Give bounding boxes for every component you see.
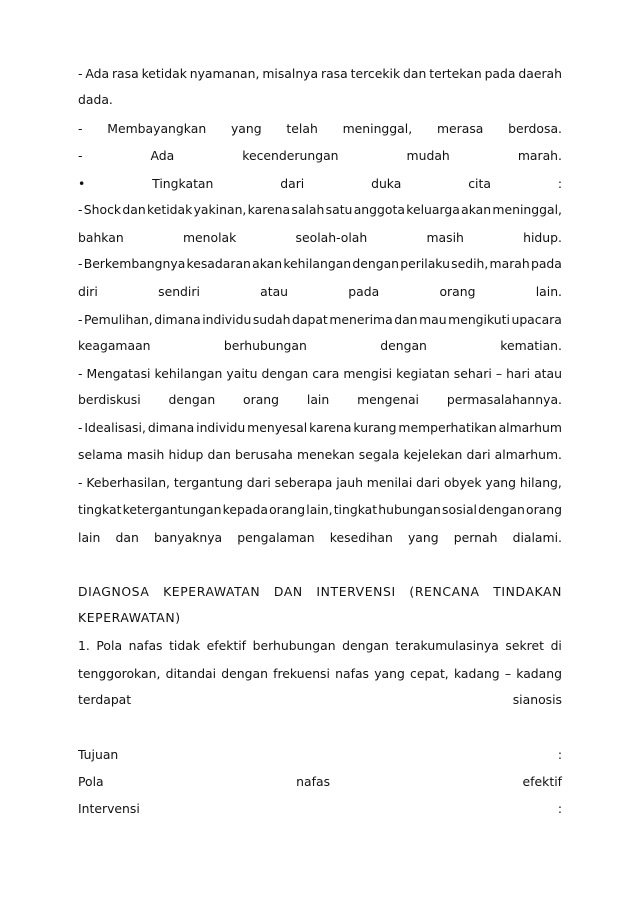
word: almarhum bbox=[498, 420, 562, 435]
word: berusaha bbox=[234, 447, 293, 462]
word: orang bbox=[269, 502, 306, 517]
word: dan bbox=[115, 530, 139, 545]
word: ketidak bbox=[146, 202, 193, 217]
word: akan bbox=[461, 202, 492, 217]
word: - bbox=[78, 420, 83, 435]
word: tidak bbox=[169, 638, 201, 653]
word: seberapa bbox=[274, 475, 333, 490]
word: kehilangan bbox=[154, 366, 223, 381]
word: mau bbox=[419, 312, 447, 327]
word: memperhatikan bbox=[398, 420, 497, 435]
word: atau bbox=[260, 284, 289, 299]
word: Pola bbox=[96, 638, 123, 653]
word: tenggorokan, bbox=[78, 666, 161, 681]
word: Shock bbox=[83, 202, 122, 217]
word: kesadaran bbox=[186, 256, 251, 271]
word: hidup. bbox=[523, 230, 562, 245]
word: terdapat bbox=[78, 692, 132, 707]
text-line bbox=[78, 148, 562, 164]
word: Tingkatan bbox=[152, 176, 214, 191]
word: yakinan, bbox=[193, 202, 247, 217]
word: perilaku bbox=[400, 256, 450, 271]
word: menyesal bbox=[247, 420, 308, 435]
word: dimana bbox=[154, 312, 201, 327]
word: individu bbox=[202, 312, 252, 327]
word: pada bbox=[530, 256, 562, 271]
word: yaitu bbox=[226, 366, 258, 381]
word: seolah-olah bbox=[295, 230, 368, 245]
word: • bbox=[78, 176, 86, 191]
text-line bbox=[78, 638, 562, 654]
word: kadang bbox=[516, 666, 562, 681]
word: - bbox=[78, 312, 83, 327]
text-line bbox=[78, 121, 562, 137]
word: INTERVENSI bbox=[316, 584, 396, 599]
word: sedih, bbox=[451, 256, 489, 271]
text-line bbox=[78, 774, 562, 790]
word: Pola bbox=[78, 774, 104, 789]
word: efektif bbox=[206, 638, 247, 653]
word: selama bbox=[78, 447, 123, 462]
word: dari bbox=[280, 176, 305, 191]
word: - bbox=[78, 202, 83, 217]
text-line bbox=[78, 202, 562, 218]
word: menekan bbox=[297, 447, 355, 462]
word: obyek bbox=[443, 475, 482, 490]
word: – bbox=[504, 666, 512, 681]
word: cara bbox=[312, 366, 340, 381]
text-line bbox=[78, 338, 562, 354]
word: satu bbox=[325, 202, 353, 217]
word: mengikuti bbox=[448, 312, 510, 327]
word: keagamaan bbox=[78, 338, 151, 353]
text-line bbox=[78, 66, 562, 82]
word: lain bbox=[306, 392, 330, 407]
text-line bbox=[78, 312, 562, 328]
word: kesedihan bbox=[329, 530, 393, 545]
word: dimana bbox=[147, 420, 195, 435]
word: marah. bbox=[517, 148, 562, 163]
text-line bbox=[78, 176, 562, 192]
word: nafas bbox=[296, 774, 331, 789]
word: dari bbox=[466, 447, 491, 462]
word: 1. bbox=[78, 638, 90, 653]
word: dengan bbox=[342, 638, 389, 653]
word: : bbox=[557, 801, 562, 816]
word: sianosis bbox=[512, 692, 562, 707]
text-line bbox=[78, 530, 562, 546]
word: Intervensi bbox=[78, 801, 140, 816]
text-line bbox=[78, 420, 562, 436]
word: dari bbox=[246, 475, 271, 490]
word: ketergantungan bbox=[122, 502, 222, 517]
text-line: dada. bbox=[78, 92, 113, 107]
word: kehilangan bbox=[283, 256, 352, 271]
word: kepada bbox=[222, 502, 268, 517]
word: yang bbox=[407, 530, 439, 545]
word: hari bbox=[506, 366, 531, 381]
word: Mengatasi bbox=[86, 366, 151, 381]
word: hidup bbox=[168, 447, 204, 462]
text-line bbox=[78, 692, 562, 708]
word: tergantung bbox=[173, 475, 243, 490]
word: dan bbox=[403, 66, 427, 81]
word: berhubungan bbox=[223, 338, 307, 353]
word: berdiskusi bbox=[78, 392, 141, 407]
word: cita bbox=[468, 176, 491, 191]
text-line bbox=[78, 392, 562, 408]
text-line bbox=[78, 502, 562, 518]
word: pada bbox=[484, 66, 516, 81]
word: jauh bbox=[336, 475, 363, 490]
word: masih bbox=[126, 447, 165, 462]
word: berhubungan bbox=[252, 638, 336, 653]
word: - bbox=[78, 121, 83, 136]
word: pengalaman bbox=[237, 530, 315, 545]
word: ditandai bbox=[165, 666, 217, 681]
word: sosial bbox=[442, 502, 478, 517]
word: diri bbox=[78, 284, 98, 299]
word: dan bbox=[207, 447, 231, 462]
word: orang bbox=[439, 284, 476, 299]
word: kurang bbox=[353, 420, 397, 435]
word: - bbox=[78, 475, 83, 490]
word: Berkembangnya bbox=[83, 256, 186, 271]
word: salah bbox=[291, 202, 325, 217]
word: Membayangkan bbox=[107, 121, 207, 136]
word: Keberhasilan, bbox=[86, 475, 170, 490]
text-line bbox=[78, 747, 562, 763]
word: dengan bbox=[168, 392, 216, 407]
word: pada bbox=[348, 284, 380, 299]
word: dengan bbox=[221, 666, 268, 681]
word: akan bbox=[252, 256, 283, 271]
word: menerima bbox=[329, 312, 393, 327]
word: dan bbox=[122, 202, 146, 217]
word: orang bbox=[243, 392, 280, 407]
word: lain. bbox=[535, 284, 562, 299]
word: banyaknya bbox=[153, 530, 223, 545]
word: dan bbox=[394, 312, 418, 327]
word: dari bbox=[416, 475, 441, 490]
text-line bbox=[78, 801, 562, 817]
word: marah bbox=[489, 256, 530, 271]
word: - bbox=[78, 256, 83, 271]
word: lain bbox=[78, 530, 101, 545]
word: kadang bbox=[453, 666, 500, 681]
word: almarhum. bbox=[494, 447, 562, 462]
word: terakumulasinya bbox=[395, 638, 499, 653]
word: individu bbox=[196, 420, 246, 435]
word: dialami. bbox=[512, 530, 562, 545]
word: frekuensi bbox=[273, 666, 330, 681]
word: TINDAKAN bbox=[493, 584, 562, 599]
word: nafas bbox=[335, 666, 370, 681]
section-heading bbox=[78, 584, 562, 600]
word: tercekik bbox=[350, 66, 401, 81]
word: yang bbox=[485, 475, 517, 490]
text-line bbox=[78, 256, 562, 272]
word: meninggal, bbox=[492, 202, 562, 217]
word: sekret bbox=[505, 638, 544, 653]
word: segala bbox=[358, 447, 400, 462]
word: rasa bbox=[320, 66, 348, 81]
word: upacara bbox=[511, 312, 562, 327]
word: yang bbox=[374, 666, 405, 681]
word: tingkat bbox=[333, 502, 378, 517]
word: misalnya bbox=[262, 66, 319, 81]
word: merasa bbox=[436, 121, 484, 136]
word: yang bbox=[230, 121, 262, 136]
word: tingkat bbox=[78, 502, 122, 517]
word: cepat, bbox=[410, 666, 449, 681]
word: KEPERAWATAN bbox=[163, 584, 261, 599]
word: keluarga bbox=[406, 202, 460, 217]
word: (RENCANA bbox=[409, 584, 480, 599]
word: nafas bbox=[128, 638, 163, 653]
word: - bbox=[78, 366, 83, 381]
word: dengan bbox=[352, 256, 400, 271]
word: Ada bbox=[150, 148, 175, 163]
word: DAN bbox=[273, 584, 303, 599]
word: bahkan bbox=[78, 230, 124, 245]
word: kematian. bbox=[500, 338, 562, 353]
word: mengenai bbox=[357, 392, 419, 407]
word: mudah bbox=[406, 148, 450, 163]
word: – bbox=[495, 366, 503, 381]
word: tertekan bbox=[429, 66, 482, 81]
word: sendiri bbox=[158, 284, 200, 299]
word: lain, bbox=[306, 502, 333, 517]
word: dengan bbox=[261, 366, 309, 381]
word: pernah bbox=[453, 530, 498, 545]
text-line bbox=[78, 447, 562, 463]
word: hilang, bbox=[519, 475, 562, 490]
word: orang bbox=[525, 502, 562, 517]
word: sudah bbox=[252, 312, 291, 327]
word: - bbox=[78, 66, 83, 81]
word: : bbox=[557, 747, 562, 762]
text-line bbox=[78, 284, 562, 300]
word: - bbox=[78, 148, 83, 163]
word: duka bbox=[371, 176, 402, 191]
word: nyamanan, bbox=[189, 66, 260, 81]
word: sehari bbox=[453, 366, 492, 381]
word: Ada bbox=[85, 66, 110, 81]
word: menolak bbox=[182, 230, 237, 245]
word: kejelekan bbox=[403, 447, 463, 462]
word: dengan bbox=[380, 338, 427, 353]
word: karena bbox=[247, 202, 291, 217]
word: DIAGNOSA bbox=[78, 584, 150, 599]
section-heading: KEPERAWATAN) bbox=[78, 610, 181, 625]
word: Idealisasi, bbox=[84, 420, 146, 435]
word: berdosa. bbox=[508, 121, 562, 136]
word: Tujuan bbox=[78, 747, 119, 762]
word: menilai bbox=[366, 475, 413, 490]
word: daerah bbox=[518, 66, 562, 81]
word: : bbox=[557, 176, 562, 191]
word: masih bbox=[426, 230, 464, 245]
word: anggota bbox=[353, 202, 405, 217]
word: Pemulihan, bbox=[84, 312, 153, 327]
word: atau bbox=[534, 366, 562, 381]
word: kegiatan bbox=[396, 366, 450, 381]
word: ketidak bbox=[141, 66, 187, 81]
word: efektif bbox=[522, 774, 562, 789]
word: dapat bbox=[292, 312, 328, 327]
word: meninggal, bbox=[342, 121, 413, 136]
word: hubungan bbox=[378, 502, 441, 517]
text-line bbox=[78, 475, 562, 491]
text-line bbox=[78, 666, 562, 682]
word: rasa bbox=[111, 66, 139, 81]
text-line bbox=[78, 366, 562, 382]
word: telah bbox=[286, 121, 318, 136]
word: permasalahannya. bbox=[446, 392, 562, 407]
word: kecenderungan bbox=[242, 148, 339, 163]
word: karena bbox=[309, 420, 352, 435]
text-line bbox=[78, 230, 562, 246]
word: di bbox=[550, 638, 562, 653]
word: mengisi bbox=[343, 366, 393, 381]
word: dengan bbox=[478, 502, 525, 517]
